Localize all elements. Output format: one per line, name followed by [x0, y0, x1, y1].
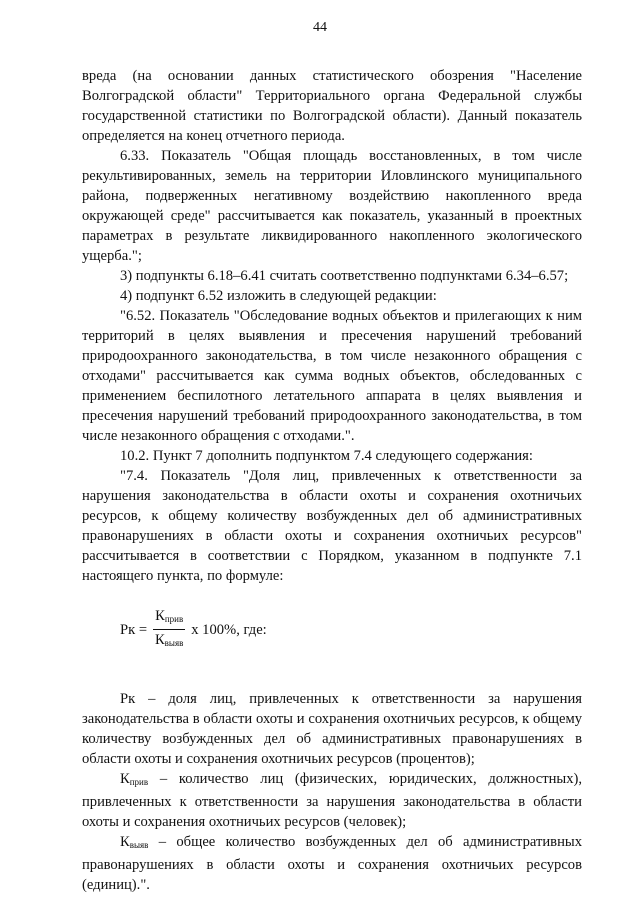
definition-kvyyav	[82, 832, 582, 895]
paragraph-6-52: "6.52. Показатель "Обследование водных объектов и прилегающих к ним территорий в целях выявления и пресечения нарушений требований природоохранного законодательства, в том числе незаконного обращения с отходами" рассчитывается как сумма водных объектов, обследованных с применением беспилотного летательного аппарата в целях выявления и пресечения нарушений требований природоохранного законодательства, в том числе незаконного обращения с отходами.".	[82, 308, 582, 444]
definition-text: – общее количество возбужденных дел об административных правонарушениях в области охоты и сохранения охотничьих ресурсов (единиц).".	[82, 834, 582, 893]
definition-term: К	[120, 771, 130, 787]
formula-numerator	[153, 608, 185, 630]
paragraph-7-4: "7.4. Показатель "Доля лиц, привлеченных к ответственности за нарушения законодательства в области охоты и сохранения охотничьих ресурсов, к общему количеству возбужденных дел об административных правонарушениях в области охоты и сохранения охотничьих ресурсов" рассчитывается в соответствии с Порядком, указанном в подпункте 7.1 настоящего пункта, по формуле:	[82, 468, 582, 584]
document-body	[82, 66, 582, 895]
definition-text: – доля лиц, привлеченных к ответственности за нарушения законодательства в области охоты и сохранения охотничьих ресурсов, к общему количеству возбужденных дел об административных правонарушениях в области охоты и сохранения охотничьих ресурсов (процентов);	[82, 691, 582, 767]
formula	[120, 608, 582, 651]
paragraph-item-3: 3) подпункты 6.18–6.41 считать соответственно подпунктами 6.34–6.57;	[120, 268, 569, 284]
definition-subscript: прив	[129, 777, 149, 787]
definition-subscript: выяв	[129, 840, 149, 850]
numerator-base: К	[155, 608, 165, 624]
definition-rk	[82, 689, 582, 769]
page-number: 44	[313, 20, 327, 35]
definition-term: Рк	[120, 691, 136, 707]
definition-kpriv	[82, 769, 582, 832]
paragraph-10-2: 10.2. Пункт 7 дополнить подпунктом 7.4 следующего содержания:	[120, 448, 533, 464]
denominator-base: К	[154, 632, 165, 648]
formula-fraction	[153, 608, 185, 651]
formula-rhs: х 100%, где:	[191, 621, 267, 638]
denominator-subscript: выяв	[164, 638, 184, 648]
formula-lhs: Рк =	[120, 621, 148, 638]
paragraph-item-4: 4) подпункт 6.52 изложить в следующей редакции:	[120, 288, 437, 304]
paragraph-6-33: 6.33. Показатель "Общая площадь восстановленных, в том числе рекультивированных, земель на территории Иловлинского муниципального района, подверженных негативному воздействию накопленного вреда окружающей среде" рассчитывается как показатель, указанный в проектных параметрах в результате ликвидированного накопленного экологического ущерба.";	[82, 148, 582, 264]
numerator-subscript: прив	[164, 614, 184, 624]
formula-denominator	[155, 630, 183, 651]
definition-text: – количество лиц (физических, юридических, должностных), привлеченных к ответственности за нарушения законодательства в области охоты и сохранения охотничьих ресурсов (человек);	[82, 771, 582, 830]
definition-term: К	[120, 834, 130, 850]
paragraph-1: вреда (на основании данных статистического обозрения "Население Волгоградской области" Территориального органа Федеральной службы государственной статистики по Волгоградской области). Данный показатель определяется на конец отчетного периода.	[82, 68, 582, 144]
